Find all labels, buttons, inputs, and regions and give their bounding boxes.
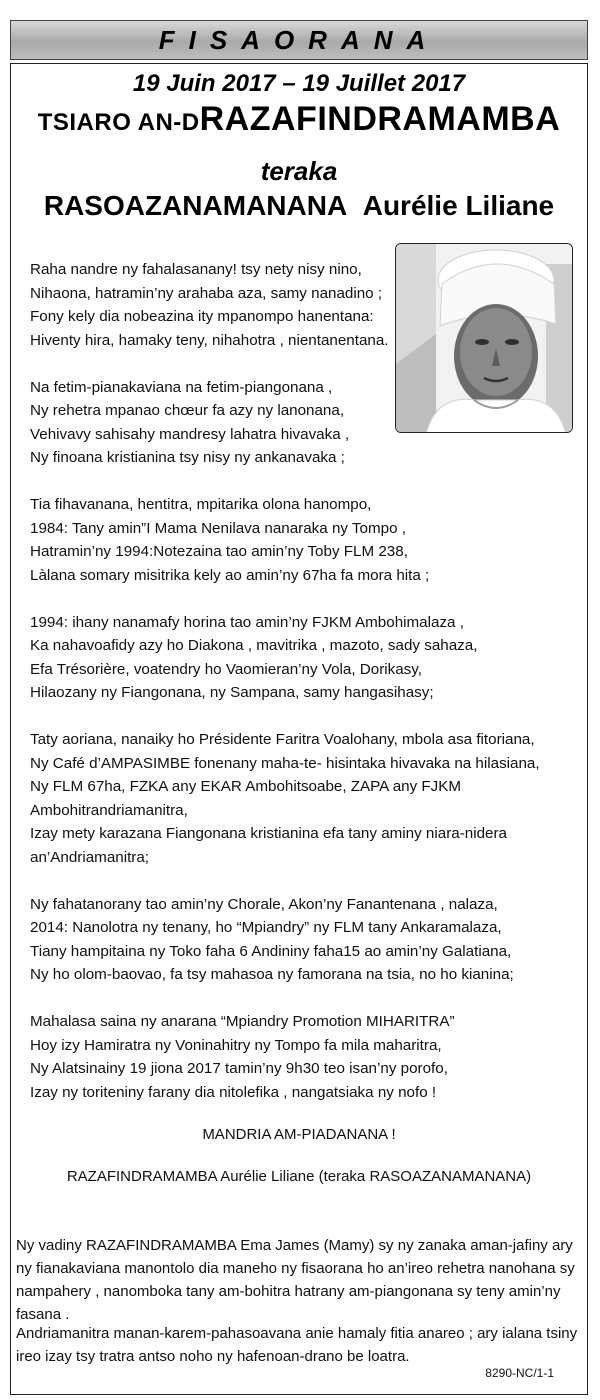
poem-line: Efa Trésorière, voatendry ho Vaomieran’ny Vola, Dorikasy,: [30, 660, 422, 678]
poem-line: Tia fihavanana, hentitra, mpitarika olona hanompo,: [30, 496, 372, 513]
stanza-3: [30, 493, 585, 587]
poem-line: Izay ny toriteniny farany dia nitolefika , nangatsiaka ny nofo !: [30, 1083, 437, 1101]
stanza-7: [30, 1010, 585, 1104]
poem-line: Làlana somary misitrika kely ao amin’ny 67ha fa mora hita ;: [30, 566, 430, 584]
poem-line: Hatramin’ny 1994:Notezaina tao amin’ny Toby FLM 238,: [30, 543, 408, 560]
stanza-4: [30, 611, 585, 705]
maiden-name: RASOAZANAMANANA: [43, 190, 348, 221]
name-main: RAZAFINDRAMAMBA: [199, 100, 561, 138]
blessing-paragraph: Andriamanitra manan-karem-pahasoavana anie hamaly fitia anareo ; ary ialana tsiny ireo izay tsy tratra antso noho ny hafenoan-drano be loatra.: [16, 1325, 578, 1365]
poem-line: Ny ho olom-baovao, fa tsy mahasoa ny famorana na tsia, no ho kianina;: [30, 966, 514, 983]
poem-line: Ny finoana kristianina tsy nisy ny ankanavaka ;: [30, 449, 345, 466]
poem-line: Ny Café d’AMPASIMBE fonenany maha-te- hisintaka hivavaka na hilasiana,: [30, 754, 540, 772]
poem-line: 1984: Tany amin”I Mama Nenilava nanaraka ny Tompo ,: [30, 519, 406, 537]
header-title: FISAORANA: [158, 24, 440, 55]
poem-line: Hilaozany ny Fiangonana, ny Sampana, samy hangasihasy;: [30, 684, 434, 701]
name-prefix: TSIARO AN-D: [37, 109, 200, 136]
poem-line: Tiany hampitaina ny Toko faha 6 Andininy faha15 ao amin’ny Galatiana,: [30, 942, 512, 960]
teraka-label: teraka: [260, 156, 338, 186]
poem-line: Hoy izy Hamiratra ny Voninahitry ny Tompo fa mila maharitra,: [30, 1036, 442, 1054]
memorial-name: [10, 100, 588, 139]
reference-code: 8290-NC/1-1: [485, 1366, 554, 1380]
poem-line: Nihaona, hatramin’ny arahaba aza, samy nanadino ;: [30, 284, 383, 302]
poem-line: Ny Alatsinainy 19 jiona 2017 tamin’ny 9h30 teo isan’ny porofo,: [30, 1060, 448, 1077]
poem-body: [30, 258, 585, 1128]
stanza-2: [30, 376, 585, 470]
poem-line: 1994: ihany nanamafy horina tao amin’ny FJKM Ambohimalaza ,: [30, 613, 464, 631]
poem-line: Ny FLM 67ha, FZKA any EKAR Ambohitsoabe, ZAPA any FJKM Ambohitrandriamanitra,: [30, 778, 462, 819]
maiden-name-line: [10, 190, 588, 222]
poem-line: Ka nahavoafidy azy ho Diakona , mavitrika , mazoto, sady sahaza,: [30, 637, 478, 654]
poem-line: Izay mety karazana Fiangonana kristianina efa tany aminy niara-nidera an’Andriamanitra;: [30, 825, 507, 866]
thanks-paragraph: Ny vadiny RAZAFINDRAMAMBA Ema James (Mamy) sy ny zanaka aman-jafiny ary ny fianakaviana manontolo dia maneho ny fisaorana ho an’ireo rehetra nanohana sy nampahery , nanomboka tany am-bohitra hatrany am-piangonana sy teny amin’ny fasana .: [16, 1237, 575, 1323]
poem-line: Na fetim-pianakaviana na fetim-piangonana ,: [30, 378, 333, 396]
poem-line: Ny fahatanorany tao amin’ny Chorale, Akon’ny Fanantenana , nalaza,: [30, 895, 498, 913]
signature-line: RAZAFINDRAMAMBA Aurélie Liliane (teraka RASOAZANAMANANA): [66, 1168, 532, 1185]
poem-line: Mahalasa saina ny anarana “Mpiandry Promotion MIHARITRA”: [30, 1013, 455, 1030]
poem-line: Hiventy hira, hamaky teny, nihahotra , nientanentana.: [30, 331, 389, 349]
poem-line: 2014: Nanolotra ny tenany, ho “Mpiandry” ny FLM tany Ankaramalaza,: [30, 919, 502, 936]
mandria-line: MANDRIA AM-PIADANANA !: [202, 1126, 396, 1143]
poem-line: Fony kely dia nobeazina ity mpanompo hanentana:: [30, 308, 374, 325]
header-banner: [10, 20, 588, 60]
memorial-dates: 19 Juin 2017 – 19 Juillet 2017: [132, 70, 466, 97]
poem-line: Taty aoriana, nanaiky ho Présidente Faritra Voalohany, mbola asa fitoriana,: [30, 731, 535, 748]
poem-line: Raha nandre ny fahalasanany! tsy nety nisy nino,: [30, 261, 362, 278]
poem-line: Vehivavy sahisahy mandresy lahatra hivavaka ,: [30, 425, 350, 443]
stanza-6: [30, 893, 585, 987]
stanza-5: [30, 728, 585, 869]
given-names: Aurélie Liliane: [362, 190, 555, 221]
poem-line: Ny rehetra mpanao chœur fa azy ny lanonana,: [30, 402, 345, 419]
stanza-1: [30, 258, 585, 352]
